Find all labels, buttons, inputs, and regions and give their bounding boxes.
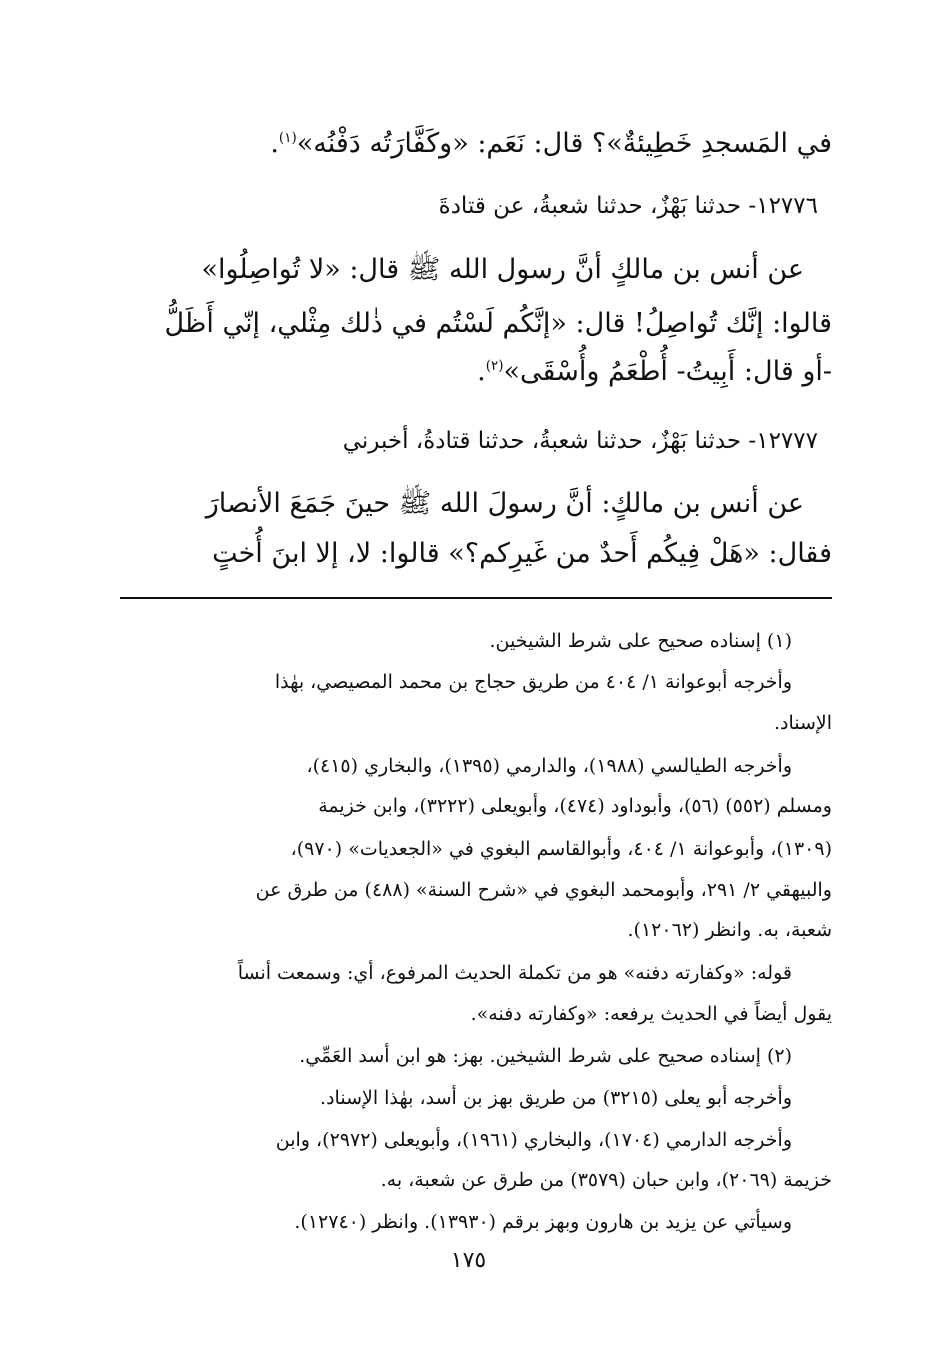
footnote-line: ومسلم (٥٥٢) (٥٦)، وأبوداود (٤٧٤)، وأبويعلى (٣٢٢٢)، وابن خزيمة	[318, 795, 832, 817]
text-line: -أو قال: أَبِيتُ- أُطْعَمُ وأُسْقَى»$^{(٢)}$.	[477, 356, 832, 387]
footnote-marker: (١)	[278, 130, 297, 146]
footnote-line: (٢) إسناده صحيح على شرط الشيخين. بهز: هو ابن أسد العَمِّي.	[299, 1045, 792, 1067]
footnote-line: وأخرجه الطيالسي (١٩٨٨)، والدارمي (١٣٩٥)، والبخاري (٤١٥)،	[306, 755, 792, 777]
footnote-line: (١٣٠٩)، وأبوعوانة ١/ ٤٠٤، وأبوالقاسم البغوي في «الجعديات» (٩٧٠)،	[290, 838, 832, 860]
footnote-line: يقول أيضاً في الحديث يرفعه: «وكفارته دفنه».	[470, 1003, 832, 1025]
footnote-line: وسيأتي عن يزيد بن هارون وبهز برقم (١٣٩٣٠). وانظر (١٢٧٤٠).	[294, 1211, 792, 1233]
hadith-number-line: ١٢٧٧٧- حدثنا بَهْزٌ، حدثنا شعبةُ، حدثنا قتادةُ، أخبرني	[342, 428, 818, 454]
footnote-line: شعبة، به. وانظر (١٢٠٦٢).	[627, 919, 832, 941]
footnote-line: وأخرجه أبو يعلى (٣٢١٥) من طريق بهز بن أسد، بهٰذا الإسناد.	[320, 1087, 792, 1109]
page-number: ١٧٥	[450, 1248, 487, 1273]
hadith-number-line: ١٢٧٧٦- حدثنا بَهْزٌ، حدثنا شعبةُ، عن قتادةَ	[438, 193, 818, 219]
footnote-marker: (٢)	[485, 358, 504, 374]
footnote-line: وأخرجه أبوعوانة ١/ ٤٠٤ من طريق حجاج بن محمد المصيصي، بهٰذا	[274, 671, 792, 693]
footnote-line: والبيهقي ٢/ ٢٩١، وأبومحمد البغوي في «شرح السنة» (٤٨٨) من طرق عن	[255, 879, 832, 901]
text-line: فقال: «هَلْ فِيكُم أَحدٌ من غَيرِكم؟» قالوا: لا، إلا ابنَ أُختٍ	[212, 538, 832, 569]
footnote-line: وأخرجه الدارمي (١٧٠٤)، والبخاري (١٩٦١)، وأبويعلى (٢٩٧٢)، وابن	[275, 1129, 792, 1151]
text-line: قالوا: إنَّك تُواصِلُ! قال: «إنَّكُم لَسْتُم في ذٰلك مِثْلي، إنّي أَظَلُّ	[164, 308, 832, 339]
footnote-line: قوله: «وكفارته دفنه» هو من تكملة الحديث المرفوع، أي: وسمعت أنساً	[237, 962, 792, 984]
footnote-separator	[120, 597, 832, 599]
footnote-line: الإسناد.	[773, 712, 832, 734]
footnote-line: (١) إسناده صحيح على شرط الشيخين.	[489, 630, 792, 652]
text-line: في المَسجدِ خَطِيئةٌ»؟ قال: نَعَم: «وكَفَّارَتُه دَفْنُه»$^{(١)}$.	[270, 128, 832, 159]
footnote-line: خزيمة (٢٠٦٩)، وابن حبان (٣٥٧٩) من طرق عن شعبة، به.	[380, 1169, 832, 1191]
text-line: عن أنس بن مالكٍ أنَّ رسول الله ﷺ قال: «لا تُواصِلُوا»	[201, 254, 804, 285]
text-line: عن أنس بن مالكٍ: أنَّ رسولَ الله ﷺ حينَ جَمَعَ الأنصارَ	[205, 488, 804, 519]
